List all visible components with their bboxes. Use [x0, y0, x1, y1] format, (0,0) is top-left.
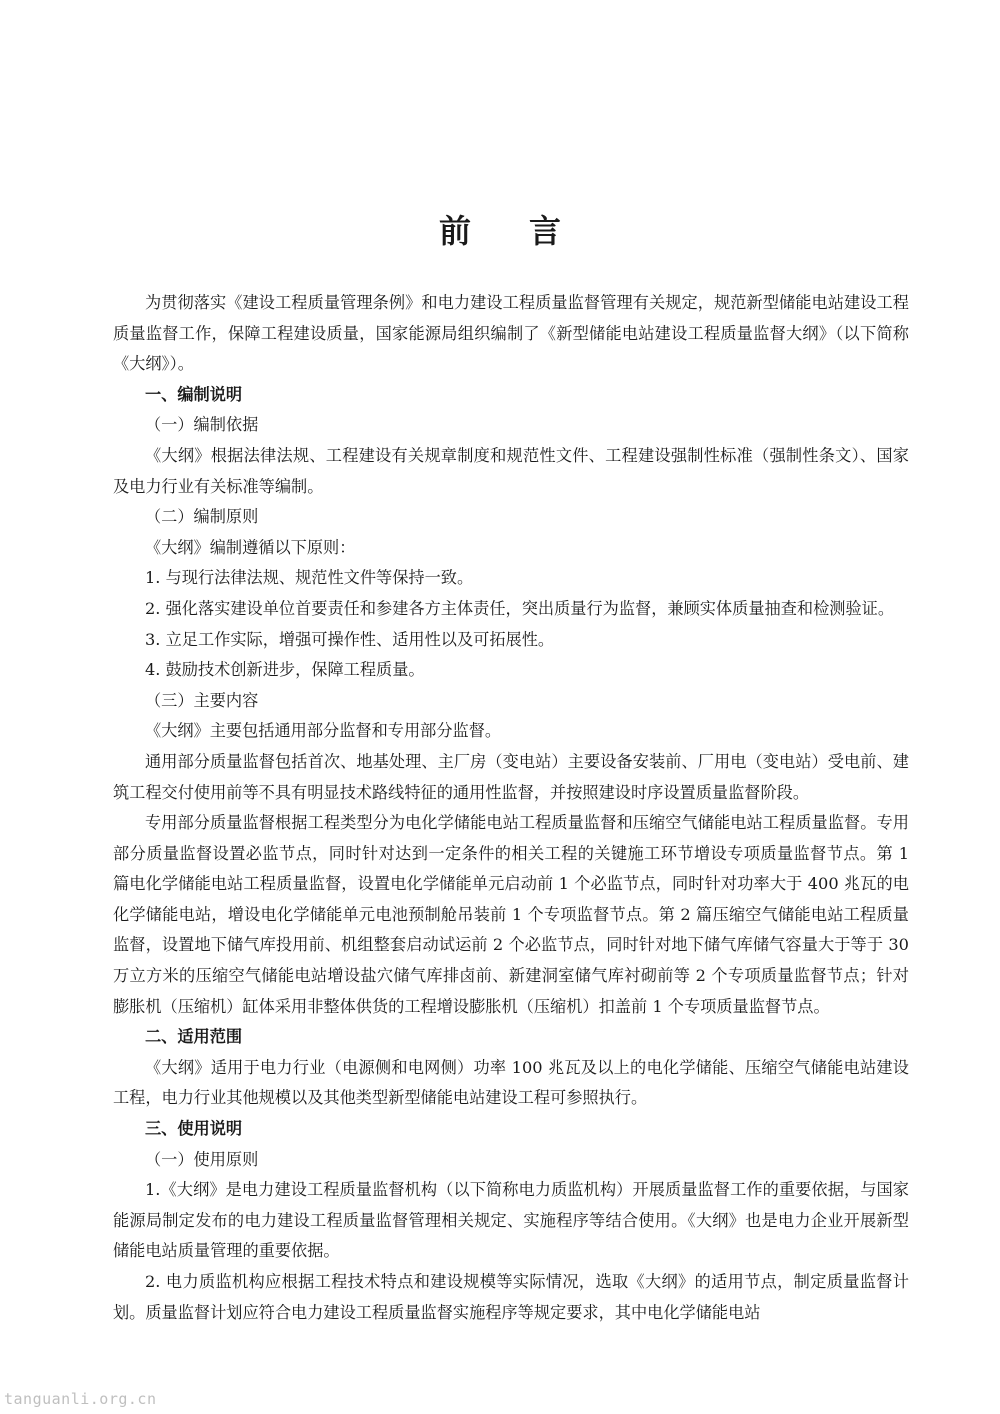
section-heading: 三、使用说明	[145, 1119, 243, 1139]
body-paragraph: 为贯彻落实《建设工程质量管理条例》和电力建设工程质量监督管理有关规定，规范新型储能电站建设工程质量监督工作，保障工程建设质量，国家能源局组织编制了《新型储能电站建设工程质量监督大纲》（以下简称《大纲》）。	[113, 293, 909, 374]
body-paragraph: 1.《大纲》是电力建设工程质量监督机构（以下简称电力质监机构）开展质量监督工作的重要依据，与国家能源局制定发布的电力建设工程质量监督管理相关规定、实施程序等结合使用。《大纲》也是电力企业开展新型储能电站质量管理的重要依据。	[113, 1180, 909, 1261]
subsection-heading: （三）主要内容	[145, 690, 259, 710]
body-paragraph: 专用部分质量监督根据工程类型分为电化学储能电站工程质量监督和压缩空气储能电站工程质量监督。专用部分质量监督设置必监节点，同时针对达到一定条件的相关工程的关键施工环节增设专项质量监督节点。第 1 篇电化学储能电站工程质量监督，设置电化学储能单元启动前 1 个必监节点，同时针对功率大于 400 兆瓦的电化学储能电站，增设电化学储能单元电池预制舱吊装前 1 个专项监督节点。第 2 篇压缩空气储能电站工程质量监督，设置地下储气库投用前、机组整套启动试运前 2 个必监节点，同时针对地下储气库储气容量大于等于 30 万立方米的压缩空气储能电站增设盐穴储气库排卤前、新建洞室储气库衬砌前等 2 个专项质量监督节点；针对膨胀机（压缩机）缸体采用非整体供货的工程增设膨胀机（压缩机）扣盖前 1 个专项质量监督节点。	[113, 813, 909, 1016]
body-paragraph: 3. 立足工作实际，增强可操作性、适用性以及可拓展性。	[145, 629, 555, 649]
document-body	[113, 288, 909, 1328]
subsection-heading: （一）编制依据	[145, 415, 259, 435]
subsection-heading: （二）编制原则	[145, 507, 259, 527]
subsection-heading: （一）使用原则	[145, 1149, 259, 1169]
section-heading: 一、编制说明	[145, 384, 243, 404]
body-paragraph: 1. 与现行法律法规、规范性文件等保持一致。	[145, 568, 474, 588]
body-paragraph: 《大纲》编制遵循以下原则：	[145, 537, 356, 557]
site-watermark: tanguanli.org.cn	[4, 1390, 157, 1408]
body-paragraph: 《大纲》根据法律法规、工程建设有关规章制度和规范性文件、工程建设强制性标准（强制性条文）、国家及电力行业有关标准等编制。	[113, 445, 909, 496]
body-paragraph: 通用部分质量监督包括首次、地基处理、主厂房（变电站）主要设备安装前、厂用电（变电站）受电前、建筑工程交付使用前等不具有明显技术路线特征的通用性监督，并按照建设时序设置质量监督阶段。	[113, 751, 909, 802]
body-paragraph: 《大纲》主要包括通用部分监督和专用部分监督。	[145, 721, 502, 741]
body-paragraph: 4. 鼓励技术创新进步，保障工程质量。	[145, 660, 425, 680]
body-paragraph: 《大纲》适用于电力行业（电源侧和电网侧）功率 100 兆瓦及以上的电化学储能、压缩空气储能电站建设工程，电力行业其他规模以及其他类型新型储能电站建设工程可参照执行。	[113, 1057, 909, 1108]
page-title: 前言	[438, 212, 619, 250]
section-heading: 二、适用范围	[145, 1027, 243, 1047]
body-paragraph: 2. 电力质监机构应根据工程技术特点和建设规模等实际情况，选取《大纲》的适用节点，制定质量监督计划。质量监督计划应符合电力建设工程质量监督实施程序等规定要求，其中电化学储能电站	[113, 1272, 909, 1322]
body-paragraph: 2. 强化落实建设单位首要责任和参建各方主体责任，突出质量行为监督，兼顾实体质量抽查和检测验证。	[145, 598, 895, 618]
